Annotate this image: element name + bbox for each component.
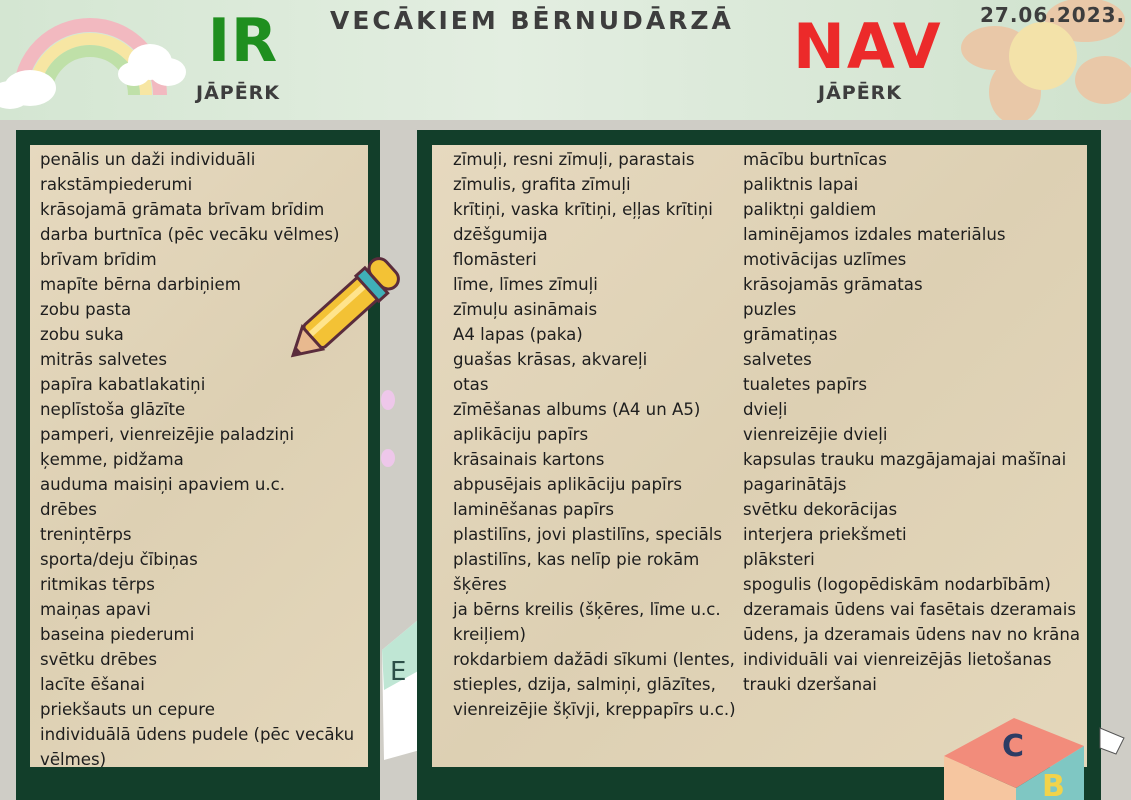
list-item: otas (453, 375, 489, 394)
list-item: plastilīns, jovi plastilīns, speciāls (453, 525, 723, 544)
list-item: kapsulas trauku mazgājamajai mašīnai (743, 450, 1067, 469)
list-item: stieples, dzija, salmiņi, glāzītes, (453, 675, 716, 694)
list-item: paliktņi galdiem (743, 200, 877, 219)
svg-text:C: C (1002, 729, 1025, 764)
list-item: laminēšanas papīrs (453, 500, 615, 519)
ir-subheading: JĀPĒRK (196, 82, 281, 104)
nav-subheading: JĀPĒRK (818, 82, 903, 104)
list-item: abpusējais aplikāciju papīrs (453, 475, 683, 494)
list-item: guašas krāsas, akvareļi (453, 350, 648, 369)
petal-icon (380, 388, 400, 468)
list-item: zobu pasta (40, 300, 132, 319)
list-item: priekšauts un cepure (40, 700, 215, 719)
list-item: vienreizējie dvieļi (743, 425, 888, 444)
pencil-icon (272, 244, 418, 376)
list-item: darba burtnīca (pēc vecāku vēlmes) (40, 225, 340, 244)
list-item: baseina piederumi (40, 625, 195, 644)
list-item: pamperi, vienreizējie paladziņi (40, 425, 295, 444)
list-item: pagarinātājs (743, 475, 847, 494)
list-item: tualetes papīrs (743, 375, 867, 394)
list-item: individuālā ūdens pudele (pēc vecāku (40, 725, 355, 744)
list-item: zobu suka (40, 325, 124, 344)
list-item: zīmuļi, resni zīmuļi, parastais (453, 150, 695, 169)
list-item: plāksteri (743, 550, 815, 569)
list-item: penālis un daži individuāli (40, 150, 256, 169)
list-item: flomāsteri (453, 250, 537, 269)
list-item: lacīte ēšanai (40, 675, 145, 694)
list-item: neplīstoša glāzīte (40, 400, 186, 419)
list-item: maiņas apavi (40, 600, 151, 619)
list-item: drēbes (40, 500, 97, 519)
list-item: vēlmes) (40, 750, 107, 769)
eraser-icon (378, 610, 420, 770)
list-item: mapīte bērna darbiņiem (40, 275, 241, 294)
list-item: brīvam brīdim (40, 250, 157, 269)
list-item: mitrās salvetes (40, 350, 168, 369)
list-item: šķēres (453, 575, 507, 594)
list-item: motivācijas uzlīmes (743, 250, 907, 269)
list-item: sporta/deju čībiņas (40, 550, 198, 569)
list-item: dzēšgumija (453, 225, 548, 244)
list-item: krāsojamā grāmata brīvam brīdim (40, 200, 325, 219)
list-item: līme, līmes zīmuļi (453, 275, 598, 294)
list-item: ķemme, pidžama (40, 450, 184, 469)
list-item: zīmulis, grafita zīmuļi (453, 175, 631, 194)
rainbow-icon (0, 0, 190, 110)
list-item: trauki dzeršanai (743, 675, 877, 694)
nav-list-left (453, 147, 743, 722)
list-item: interjera priekšmeti (743, 525, 907, 544)
ir-paper (30, 145, 368, 767)
ir-list (40, 147, 366, 772)
list-item: plastilīns, kas nelīp pie rokām (453, 550, 700, 569)
list-item: rakstāmpiederumi (40, 175, 193, 194)
ir-heading: IR (207, 6, 279, 76)
abc-block-icon (924, 698, 1131, 800)
list-item: laminējamos izdales materiālus (743, 225, 1006, 244)
list-item: grāmatiņas (743, 325, 838, 344)
list-item: krāsojamās grāmatas (743, 275, 923, 294)
list-item: dvieļi (743, 400, 788, 419)
nav-heading: NAV (793, 10, 943, 83)
list-item: svētku dekorācijas (743, 500, 898, 519)
nav-list-right (743, 147, 1087, 697)
list-item: ūdens, ja dzeramais ūdens nav no krāna (743, 625, 1081, 644)
list-item: spogulis (logopēdiskām nodarbībām) (743, 575, 1051, 594)
nav-paper (432, 145, 1087, 767)
list-item: zīmēšanas albums (A4 un A5) (453, 400, 701, 419)
list-item: puzles (743, 300, 797, 319)
list-item: treniņtērps (40, 525, 132, 544)
page-title: VECĀKIEM BĒRNUDĀRZĀ (330, 6, 734, 35)
list-item: ritmikas tērps (40, 575, 155, 594)
list-item: rokdarbiem dažādi sīkumi (lentes, (453, 650, 735, 669)
list-item: krāsainais kartons (453, 450, 605, 469)
list-item: kreiļiem) (453, 625, 526, 644)
list-item: mācību burtnīcas (743, 150, 887, 169)
list-item: svētku drēbes (40, 650, 158, 669)
list-item: zīmuļu asināmais (453, 300, 598, 319)
list-item: A4 lapas (paka) (453, 325, 583, 344)
list-item: krītiņi, vaska krītiņi, eļļas krītiņi (453, 200, 713, 219)
header-banner (0, 0, 1131, 120)
list-item: dzeramais ūdens vai fasētais dzeramais (743, 600, 1076, 619)
list-item: individuāli vai vienreizējās lietošanas (743, 650, 1052, 669)
svg-text:E: E (390, 657, 407, 687)
list-item: ja bērns kreilis (šķēres, līme u.c. (453, 600, 721, 619)
svg-text:B: B (1042, 769, 1065, 800)
list-item: papīra kabatlakatiņi (40, 375, 206, 394)
list-item: vienreizējie šķīvji, kreppapīrs u.c.) (453, 700, 736, 719)
list-item: aplikāciju papīrs (453, 425, 589, 444)
date-label: 27.06.2023. (980, 3, 1126, 27)
list-item: paliktnis lapai (743, 175, 859, 194)
list-item: salvetes (743, 350, 812, 369)
list-item: auduma maisiņi apaviem u.c. (40, 475, 286, 494)
